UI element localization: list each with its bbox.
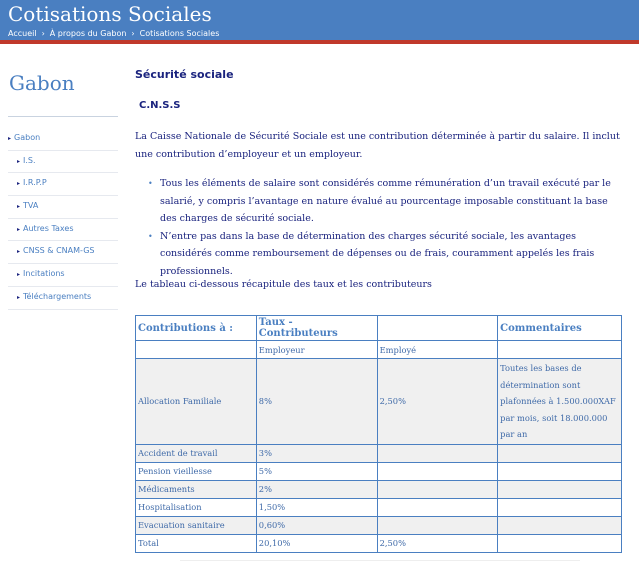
footer-divider — [180, 560, 580, 561]
table-cell: 2,50% — [377, 359, 498, 445]
table-cell — [498, 480, 622, 498]
subsection-title: C.N.S.S — [139, 100, 181, 111]
sidebar-divider — [8, 116, 118, 117]
list-item: • Tous les éléments de salaire sont considérés comme rémunération d’un travail exécuté par le salarié, y compris l’avantage en nature évalué au pourcentage imposable constituant la base des charges de sécurité sociale. — [148, 175, 618, 228]
site-title: Cotisations Sociales — [8, 2, 212, 26]
intro-paragraph: La Caisse Nationale de Sécurité Sociale est une contribution déterminée à partir du salaire. Il inclut une contribution d’employeur et un employeur. — [135, 131, 620, 160]
sidebar-item-is[interactable] — [8, 151, 118, 174]
sidebar-title: Gabon — [9, 71, 75, 95]
table-row — [136, 498, 622, 516]
table-cell: 2% — [256, 480, 377, 498]
table-cell: Employé — [377, 341, 498, 359]
table-header-cell: Commentaires — [498, 316, 622, 341]
chevron-right-icon: ▸ — [17, 271, 21, 279]
sidebar-item-irpp[interactable] — [8, 173, 118, 196]
table-cell — [498, 462, 622, 480]
breadcrumb-separator: › — [41, 29, 45, 38]
table-row — [136, 359, 622, 445]
table-cell: Toutes les bases de détermination sont plafonnées à 1.500.000XAF par mois, soit 18.000.000 par an — [498, 359, 622, 445]
table-cell — [136, 341, 257, 359]
sidebar-item-label: I.S. — [23, 155, 36, 165]
table-cell — [498, 516, 622, 534]
sidebar-item-tva[interactable] — [8, 196, 118, 219]
sidebar-item-label: I.R.P.P — [23, 178, 47, 188]
header-accent-bar — [0, 40, 639, 44]
table-header-cell: Taux - Contributeurs — [256, 316, 377, 341]
breadcrumb-link-about[interactable]: À propos du Gabon — [49, 29, 127, 38]
chevron-right-icon: ▸ — [8, 135, 12, 142]
contributions-table — [135, 315, 622, 553]
chevron-right-icon: ▸ — [17, 180, 21, 188]
breadcrumb-current[interactable]: Cotisations Sociales — [139, 29, 220, 38]
table-cell: 0,60% — [256, 516, 377, 534]
table-cell — [498, 498, 622, 516]
chevron-right-icon: ▸ — [17, 203, 21, 211]
sidebar-item-label: Incitations — [23, 269, 65, 279]
table-header-row — [136, 316, 622, 341]
table-cell: Evacuation sanitaire — [136, 516, 257, 534]
sidebar-nav — [8, 128, 118, 310]
table-cell: Hospitalisation — [136, 498, 257, 516]
table-cell — [498, 341, 622, 359]
table-subheader-row — [136, 341, 622, 359]
sidebar-item-label: Téléchargements — [23, 291, 92, 301]
table-cell — [498, 534, 622, 552]
chevron-right-icon: ▸ — [17, 157, 21, 165]
sidebar-item-cnss[interactable] — [8, 241, 118, 264]
table-cell: Allocation Familiale — [136, 359, 257, 445]
table-cell: 20,10% — [256, 534, 377, 552]
table-cell: 3% — [256, 444, 377, 462]
table-cell: Pension vieillesse — [136, 462, 257, 480]
table-cell: 5% — [256, 462, 377, 480]
sidebar-item-telechargements[interactable] — [8, 287, 118, 310]
table-row — [136, 444, 622, 462]
table-cell — [377, 444, 498, 462]
table-row — [136, 462, 622, 480]
chevron-right-icon: ▸ — [17, 293, 21, 301]
table-row — [136, 480, 622, 498]
table-cell: 1,50% — [256, 498, 377, 516]
sidebar-item-label: Autres Taxes — [23, 223, 74, 233]
table-row-total — [136, 534, 622, 552]
table-cell: Employeur — [256, 341, 377, 359]
table-cell: Accident de travail — [136, 444, 257, 462]
table-cell: 8% — [256, 359, 377, 445]
table-cell: 2,50% — [377, 534, 498, 552]
chevron-right-icon: ▸ — [17, 225, 21, 233]
table-header-cell: Contributions à : — [136, 316, 257, 341]
list-item: • N’entre pas dans la base de détermination des charges sécurité sociale, les avantages considérés comme remboursement de dépenses ou de frais, couramment appelés les frais professionnels. — [148, 228, 618, 281]
bullet-list — [148, 175, 618, 280]
chevron-right-icon: ▸ — [17, 248, 21, 256]
sidebar-item-autres-taxes[interactable] — [8, 219, 118, 242]
sidebar-item-label: CNSS & CNAM-GS — [23, 246, 95, 256]
sidebar-item-incitations[interactable] — [8, 264, 118, 287]
site-header — [0, 0, 639, 40]
breadcrumb — [8, 29, 219, 38]
table-intro: Le tableau ci-dessous récapitule des taux et les contributeurs — [135, 279, 432, 290]
table-cell — [377, 462, 498, 480]
section-title: Sécurité sociale — [135, 68, 234, 81]
breadcrumb-link-home[interactable]: Accueil — [8, 29, 37, 38]
table-row — [136, 516, 622, 534]
table-cell — [498, 444, 622, 462]
table-cell — [377, 516, 498, 534]
table-cell: Médicaments — [136, 480, 257, 498]
table-cell — [377, 498, 498, 516]
breadcrumb-separator: › — [131, 29, 135, 38]
table-cell — [377, 480, 498, 498]
sidebar-item-gabon[interactable] — [8, 128, 118, 151]
sidebar-item-label: TVA — [23, 201, 39, 211]
sidebar-item-label: Gabon — [14, 133, 41, 142]
table-cell: Total — [136, 534, 257, 552]
table-header-cell — [377, 316, 498, 341]
